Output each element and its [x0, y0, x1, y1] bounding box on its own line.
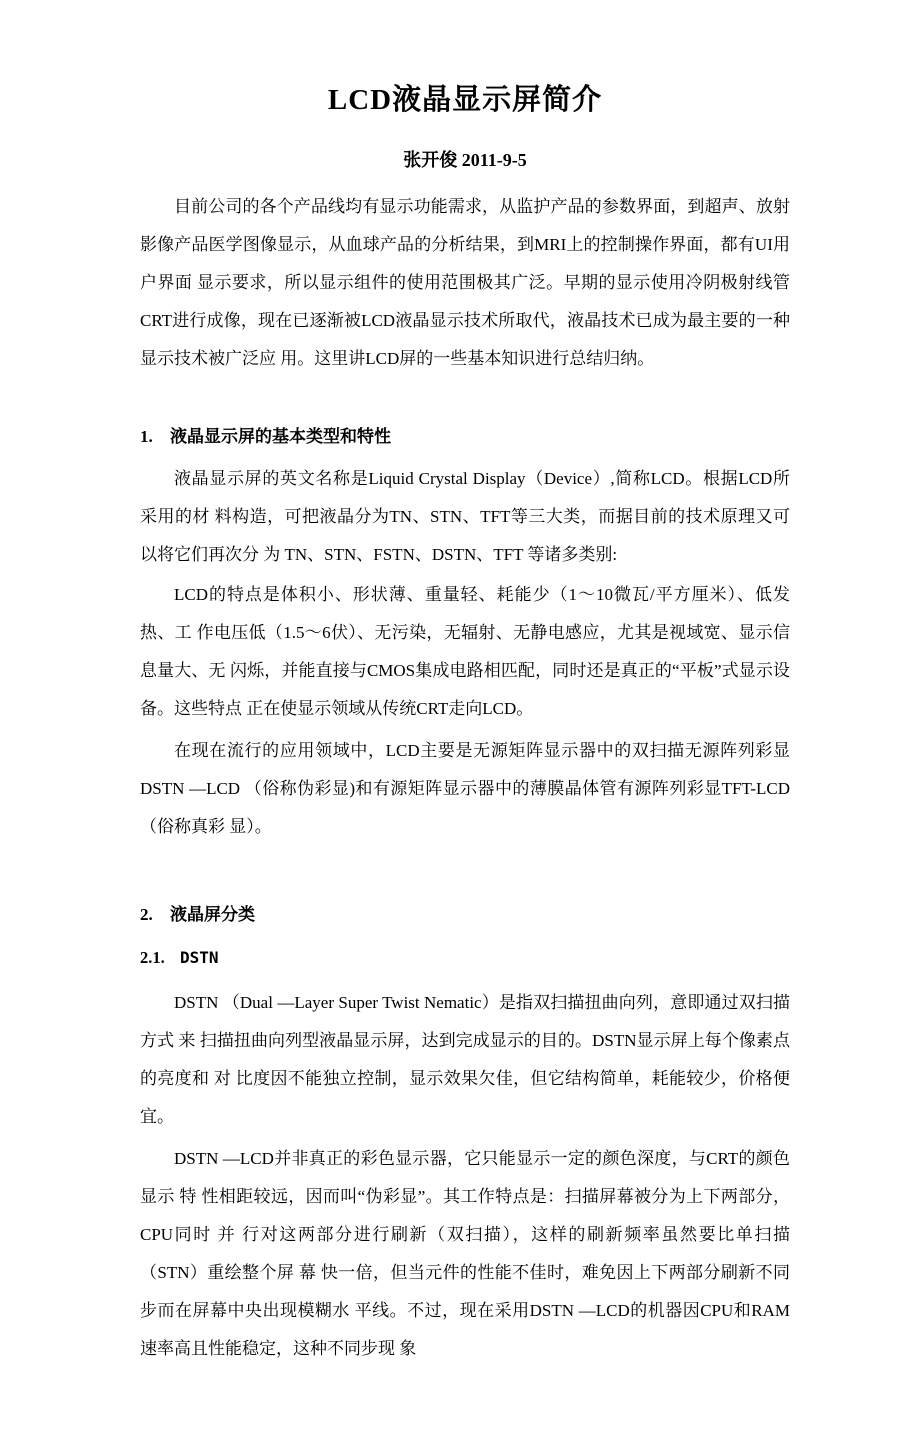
doc-author: 张开俊 2011-9-5 — [403, 150, 527, 170]
section-2-1-title: DSTN — [180, 948, 219, 967]
section-2-1-paragraph-2: DSTN —LCD并非真正的彩色显示器，它只能显示一定的颜色深度，与CRT的颜色显示 特 性相距较远，因而叫“伪彩显”。其工作特点是：扫描屏幕被分为上下两部分，CPU同时 并 行对这两部分进行刷新（双扫描），这样的刷新频率虽然要比单扫描（STN）重绘整个屏 幕 快一倍，但当元件的性能不佳时，难免因上下两部分刷新不同步而在屏幕中央出现模糊水 平线。不过，现在采用DSTN —LCD的机器因CPU和RAM速率高且性能稳定，这种不同步现 象 — [140, 1149, 790, 1358]
section-2-1-heading — [140, 946, 790, 970]
doc-title: LCD液晶显示屏简介 — [327, 84, 603, 116]
section-1-number: 1. — [140, 427, 153, 446]
section-1-paragraph-2: LCD的特点是体积小、形状薄、重量轻、耗能少（1～10微瓦/平方厘米）、低发热、工 作电压低（1.5～6伏）、无污染，无辐射、无静电感应，尤其是视域宽、显示信息量大、无 闪烁，并能直接与CMOS集成电路相匹配，同时还是真正的“平板”式显示设备。这些特点 正在使显示领域从传统CRT走向LCD。 — [140, 585, 790, 718]
section-2-1-number: 2.1. — [140, 948, 165, 967]
section-2-1-paragraph-1: DSTN （Dual —Layer Super Twist Nematic）是指双扫描扭曲向列，意即通过双扫描方式 来 扫描扭曲向列型液晶显示屏，达到完成显示的目的。DSTN显示屏上每个像素点的亮度和 对 比度因不能独立控制，显示效果欠佳，但它结构简单，耗能较少，价格便宜。 — [140, 993, 790, 1126]
section-1-paragraph-3: 在现在流行的应用领域中，LCD主要是无源矩阵显示器中的双扫描无源阵列彩显DSTN —LCD （俗称伪彩显)和有源矩阵显示器中的薄膜晶体管有源阵列彩显TFT-LCD （俗称真彩 显）。 — [140, 741, 790, 836]
section-2-heading — [140, 902, 790, 928]
section-2-title: 液晶屏分类 — [170, 905, 255, 924]
section-1-heading — [140, 424, 790, 450]
intro-paragraph: 目前公司的各个产品线均有显示功能需求，从监护产品的参数界面，到超声、放射影像产品医学图像显示，从血球产品的分析结果，到MRI上的控制操作界面，都有UI用户界面 显示要求，所以显示组件的使用范围极其广泛。早期的显示使用冷阴极射线管CRT进行成像，现在已逐渐被LCD液晶显示技术所取代，液晶技术已成为最主要的一种显示技术被广泛应 用。这里讲LCD屏的一些基本知识进行总结归纳。 — [140, 197, 790, 368]
section-2-number: 2. — [140, 905, 153, 924]
section-1-paragraph-1: 液晶显示屏的英文名称是Liquid Crystal Display（Device）,简称LCD。根据LCD所采用的材 料构造，可把液晶分为TN、STN、TFT等三大类，而据目前的技术原理又可以将它们再次分 为 TN、STN、FSTN、DSTN、TFT 等诸多类别: — [140, 469, 790, 564]
section-1-title: 液晶显示屏的基本类型和特性 — [170, 427, 391, 446]
